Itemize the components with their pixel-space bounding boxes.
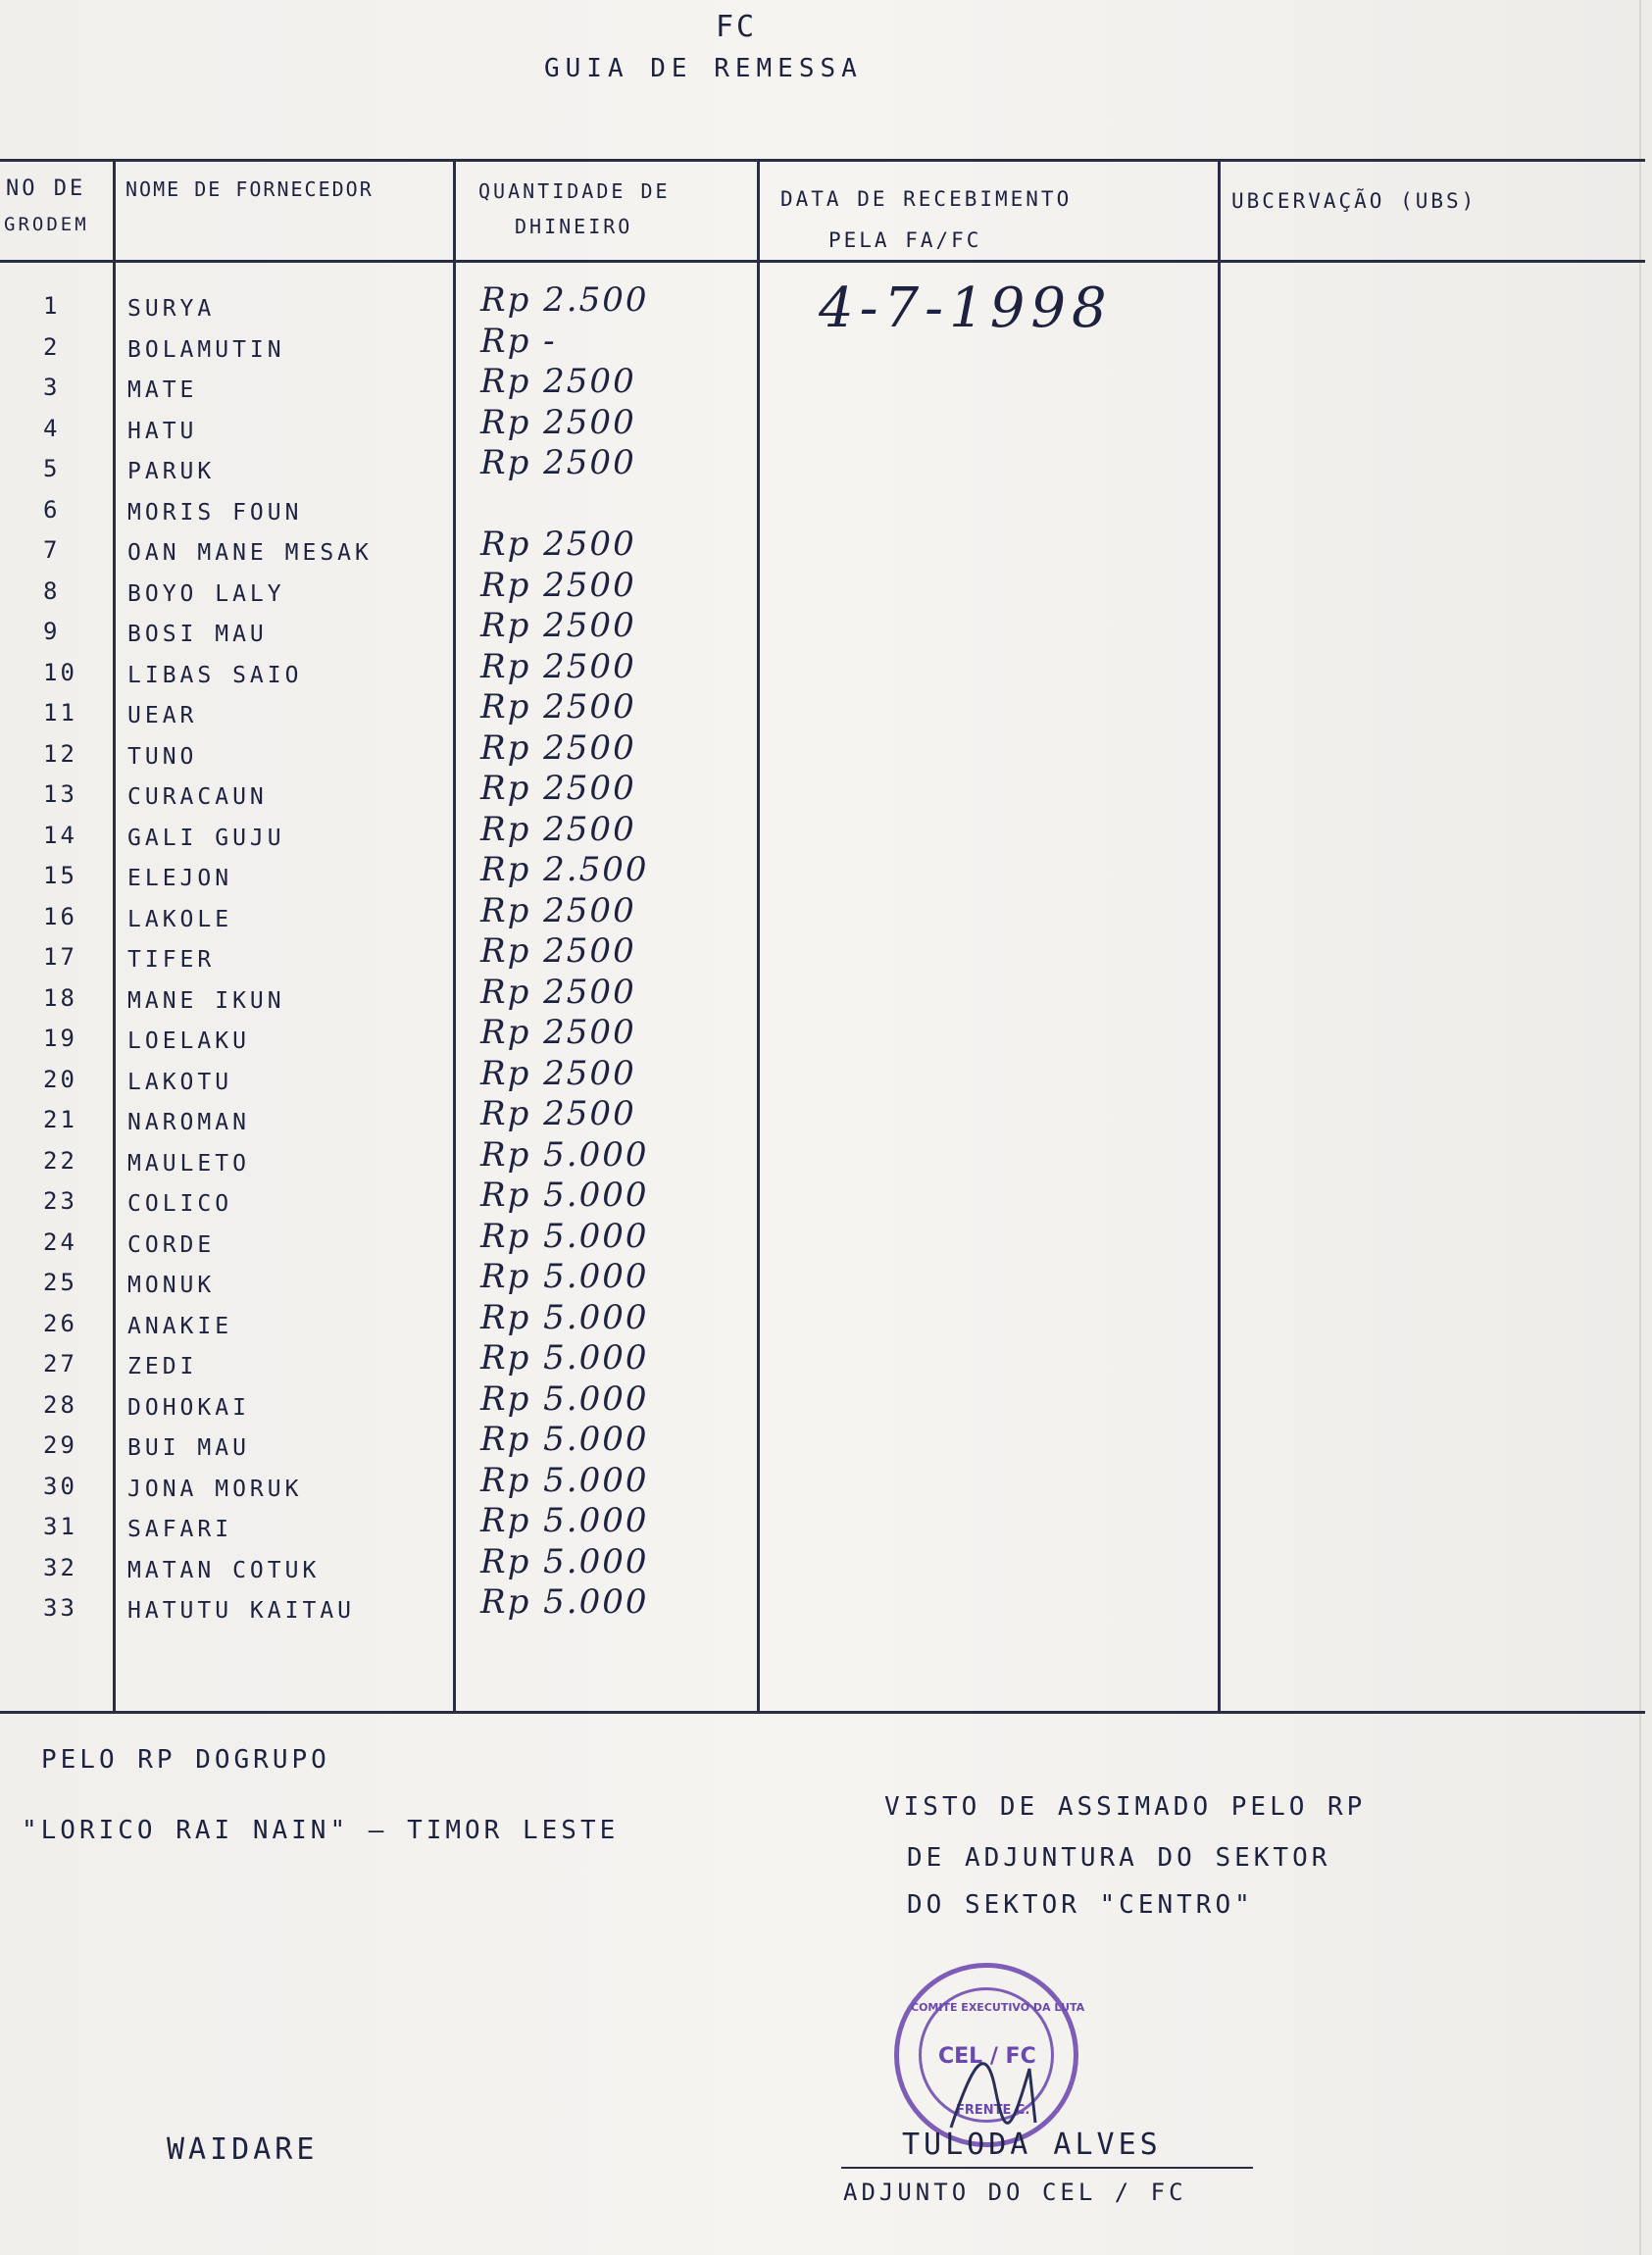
row-supplier-name: SURYA [127, 296, 216, 322]
row-supplier-name: MAULETO [127, 1151, 250, 1177]
row-number: 7 [43, 536, 61, 564]
row-number: 21 [43, 1106, 77, 1133]
row-number: 17 [43, 943, 77, 971]
table-bottom-rule [0, 1711, 1645, 1714]
page-fold-edge [1639, 0, 1641, 2255]
signature-left: WAIDARE [167, 2132, 319, 2167]
row-amount: Rp 5.000 [480, 1135, 649, 1175]
col-header-obs: UBCERVAÇÃO (UBS) [1231, 189, 1477, 213]
row-amount: Rp 2500 [480, 687, 636, 727]
row-amount: Rp 2500 [480, 566, 636, 605]
row-number: 18 [43, 984, 77, 1012]
row-supplier-name: SAFARI [127, 1517, 233, 1542]
row-amount: Rp 5.000 [480, 1461, 649, 1500]
col-divider-1 [113, 161, 116, 1712]
row-supplier-name: GALI GUJU [127, 826, 285, 851]
row-amount: Rp 2500 [480, 1013, 636, 1052]
row-supplier-name: MATE [127, 377, 198, 403]
row-amount: Rp 5.000 [480, 1176, 649, 1215]
row-amount: Rp 2500 [480, 1054, 636, 1093]
row-supplier-name: LAKOTU [127, 1070, 233, 1095]
row-supplier-name: MANE IKUN [127, 988, 285, 1014]
row-supplier-name: TIFER [127, 947, 216, 973]
row-number: 25 [43, 1269, 77, 1296]
row-amount: Rp 5.000 [480, 1501, 649, 1540]
row-amount: Rp 5.000 [480, 1217, 649, 1256]
row-supplier-name: PARUK [127, 459, 216, 484]
row-number: 20 [43, 1066, 77, 1093]
footer-right-line1: VISTO DE ASSIMADO PELO RP [884, 1792, 1367, 1822]
row-supplier-name: CURACAUN [127, 784, 268, 810]
row-supplier-name: HATUTU KAITAU [127, 1598, 356, 1624]
document-title: GUIA DE REMESSA [544, 54, 863, 83]
footer-left-line2: "LORICO RAI NAIN" — TIMOR LESTE [22, 1816, 620, 1845]
row-amount: Rp 2500 [480, 973, 636, 1012]
row-amount: Rp 2500 [480, 769, 636, 808]
signature-right: TULODA ALVES [902, 2128, 1162, 2162]
header-bottom-rule [0, 260, 1645, 263]
row-number: 16 [43, 903, 77, 930]
row-amount: Rp 5.000 [480, 1379, 649, 1419]
row-amount: Rp 2500 [480, 647, 636, 686]
col-divider-4 [1218, 161, 1221, 1712]
row-number: 29 [43, 1431, 77, 1459]
row-supplier-name: BUI MAU [127, 1435, 250, 1461]
stamp-center: CEL / FC [938, 2044, 1036, 2069]
row-supplier-name: BOSI MAU [127, 622, 268, 647]
row-amount: Rp 2.500 [480, 850, 649, 889]
row-supplier-name: DOHOKAI [127, 1395, 250, 1421]
row-amount: Rp 2500 [480, 1094, 636, 1133]
row-supplier-name: NAROMAN [127, 1110, 250, 1135]
col-divider-3 [757, 161, 760, 1712]
row-number: 4 [43, 415, 61, 442]
row-amount: Rp 2500 [480, 810, 636, 849]
row-number: 5 [43, 455, 61, 482]
row-number: 3 [43, 374, 61, 401]
signature-right-role: ADJUNTO DO CEL / FC [843, 2179, 1187, 2206]
row-amount: Rp 2500 [480, 443, 636, 482]
row-number: 33 [43, 1594, 77, 1622]
row-supplier-name: LIBAS SAIO [127, 663, 303, 688]
row-number: 13 [43, 780, 77, 808]
row-supplier-name: ANAKIE [127, 1314, 233, 1339]
header-top: FC [716, 10, 758, 44]
row-number: 14 [43, 822, 77, 849]
row-amount: Rp 2.500 [480, 280, 649, 320]
row-number: 8 [43, 577, 61, 605]
col-header-date-2: PELA FA/FC [828, 228, 982, 252]
row-amount: Rp - [480, 322, 557, 361]
row-number: 24 [43, 1228, 77, 1256]
row-number: 28 [43, 1391, 77, 1419]
row-supplier-name: ZEDI [127, 1354, 198, 1379]
row-supplier-name: BOYO LALY [127, 581, 285, 607]
row-number: 31 [43, 1513, 77, 1540]
row-amount: Rp 5.000 [480, 1298, 649, 1337]
row-supplier-name: CORDE [127, 1232, 216, 1258]
row-number: 22 [43, 1147, 77, 1175]
row-amount: Rp 5.000 [480, 1542, 649, 1581]
row-amount: Rp 5.000 [480, 1582, 649, 1622]
col-header-num-2: GRODEM [4, 214, 89, 235]
row-number: 2 [43, 333, 61, 361]
row-amount: Rp 5.000 [480, 1420, 649, 1459]
row-amount: Rp 2500 [480, 362, 636, 401]
col-header-qty-1: QUANTIDADE DE [478, 179, 671, 203]
row-number: 15 [43, 862, 77, 889]
signature-line-right [841, 2167, 1253, 2169]
row-amount: Rp 2500 [480, 403, 636, 442]
col-header-date-1: DATA DE RECEBIMENTO [780, 187, 1073, 211]
received-date: 4-7-1998 [819, 276, 1113, 340]
row-number: 23 [43, 1187, 77, 1215]
row-number: 27 [43, 1350, 77, 1378]
row-number: 9 [43, 618, 61, 645]
row-supplier-name: HATU [127, 419, 198, 444]
row-supplier-name: BOLAMUTIN [127, 337, 285, 363]
footer-right-line3: DO SEKTOR "CENTRO" [907, 1890, 1254, 1920]
row-supplier-name: ELEJON [127, 866, 233, 891]
row-supplier-name: JONA MORUK [127, 1477, 303, 1502]
row-amount: Rp 5.000 [480, 1338, 649, 1378]
stamp-ring-bottom: FRENTE C. [956, 2103, 1030, 2118]
row-amount: Rp 5.000 [480, 1257, 649, 1296]
row-number: 26 [43, 1310, 77, 1337]
row-amount: Rp 2500 [480, 728, 636, 768]
footer-left-line1: PELO RP DOGRUPO [41, 1745, 330, 1775]
col-divider-2 [453, 161, 456, 1712]
row-supplier-name: MONUK [127, 1273, 216, 1298]
row-amount: Rp 2500 [480, 931, 636, 971]
row-amount: Rp 2500 [480, 606, 636, 645]
row-number: 12 [43, 740, 77, 768]
row-supplier-name: MORIS FOUN [127, 500, 303, 526]
row-number: 10 [43, 659, 77, 686]
row-supplier-name: LOELAKU [127, 1028, 250, 1054]
stamp-ring-top: COMITE EXECUTIVO DA LUTA [911, 2001, 1085, 2014]
row-number: 30 [43, 1473, 77, 1500]
col-header-num-1: NO DE [6, 176, 86, 201]
row-number: 11 [43, 699, 77, 727]
col-header-name: NOME DE FORNECEDOR [125, 177, 374, 201]
row-number: 32 [43, 1554, 77, 1581]
row-amount: Rp 2500 [480, 525, 636, 564]
row-supplier-name: TUNO [127, 744, 198, 770]
row-number: 6 [43, 496, 61, 524]
row-supplier-name: COLICO [127, 1191, 233, 1217]
row-amount: Rp 2500 [480, 891, 636, 930]
row-supplier-name: MATAN COTUK [127, 1558, 321, 1583]
row-number: 1 [43, 292, 61, 320]
row-supplier-name: LAKOLE [127, 907, 233, 932]
table-top-rule [0, 159, 1645, 162]
row-number: 19 [43, 1025, 77, 1052]
col-header-qty-2: DHINEIRO [515, 215, 633, 238]
footer-right-line2: DE ADJUNTURA DO SEKTOR [907, 1843, 1331, 1873]
row-supplier-name: UEAR [127, 703, 198, 728]
row-supplier-name: OAN MANE MESAK [127, 540, 373, 566]
